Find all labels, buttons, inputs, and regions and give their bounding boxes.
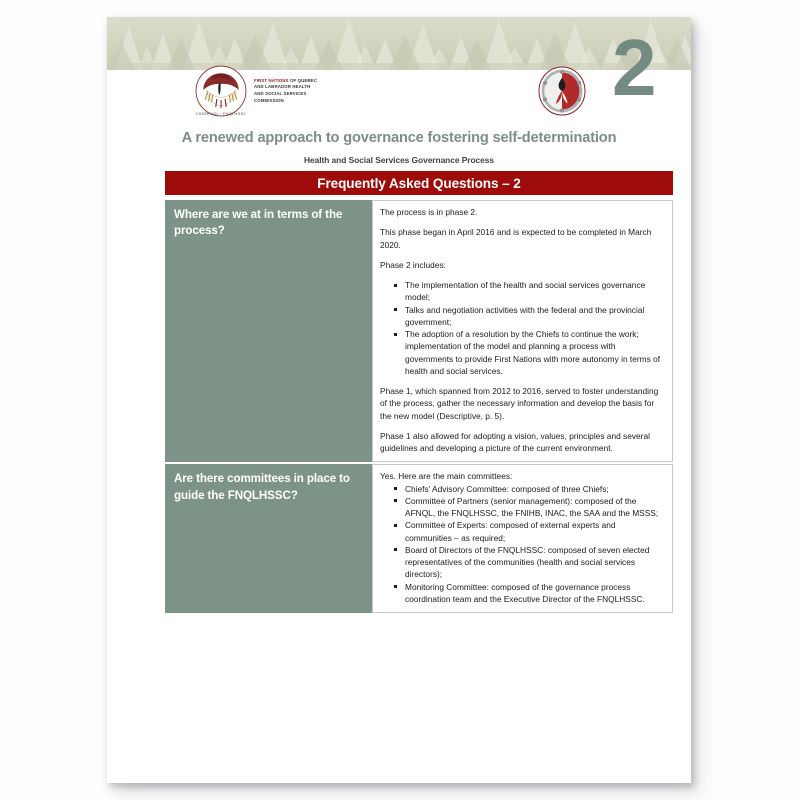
fnqlhssc-logo [195,65,317,117]
document-page [107,17,691,783]
list-item: Talks and negotiation activities with the federal and the provincial government; [405,304,664,329]
table-row [165,464,673,613]
answer-bullet-list [380,279,664,377]
svg-text:CSSSPNQL · FNQLHSSC: CSSSPNQL · FNQLHSSC [195,111,247,116]
logo-line-2: AND LABRADOR HEALTH [254,84,311,90]
faq-table [165,200,673,615]
page-number: 2 [612,23,656,112]
page-title: A renewed approach to governance fostering self-determination [181,130,617,146]
logo-line-4: COMMISSION [254,97,284,103]
logo-line-1-highlight: FIRST NATIONS [254,77,289,83]
answer-bullet-list [380,483,664,606]
forest-banner-image [107,17,691,70]
page-header [107,23,691,127]
list-item: Monitoring Committee: composed of the governance process coordination team and the Executive Director of the FNQLHSSC. [405,581,664,606]
list-item: The implementation of the health and social services governance model; [405,279,664,304]
answer-paragraph: Phase 2 includes: [380,259,446,270]
list-item: Committee of Partners (senior management): composed of the AFNQL, the FNQLHSSC, the FNIHB, INAC, the SAA and the MSSS; [405,495,664,520]
list-item: Board of Directors of the FNQLHSSC: composed of seven elected representatives of the communities (health and social services directors); [405,544,664,581]
answer-paragraph: Yes. Here are the main committees: [380,471,513,482]
faq-header-label: Frequently Asked Questions – 2 [317,175,521,191]
medicine-wheel-emblem-icon [537,66,587,116]
faq-question-cell: Where are we at in terms of the process? [165,200,372,462]
list-item: Chiefs’ Advisory Committee: composed of three Chiefs; [405,483,664,495]
logo-wordmark [254,78,317,105]
faq-header-bar [165,171,673,195]
faq-question-cell: Are there committees in place to guide the FNQLHSSC? [165,464,372,613]
answer-paragraph: Phase 1, which spanned from 2012 to 2016, served to foster understanding of the process, gather the necessary information and develop the basis for the new model (Descriptive, p. 5). [380,386,659,421]
answer-paragraph: This phase began in April 2016 and is expected to be completed in March 2020. [380,227,652,250]
answer-paragraph: Phase 1 also allowed for adopting a vision, values, principles and several guidelines and developing a picture of the current environment. [380,430,650,453]
logo-line-3: AND SOCIAL SERVICES [254,91,307,96]
page-subtitle: Health and Social Services Governance Process [303,155,494,165]
list-item: Committee of Experts: composed of external experts and communities – as required; [405,519,664,544]
faq-answer-cell [372,464,673,613]
table-row [165,200,673,462]
faq-answer-cell [372,200,673,462]
eagle-logo-icon [195,65,247,117]
list-item: The adoption of a resolution by the Chiefs to continue the work; implementation of the model and planning a process with governments to provide First Nations with more autonomy in terms of health and social services. [405,328,664,377]
answer-paragraph: The process is in phase 2. [380,207,478,217]
logo-line-1-rest: OF QUEBEC [288,77,317,83]
